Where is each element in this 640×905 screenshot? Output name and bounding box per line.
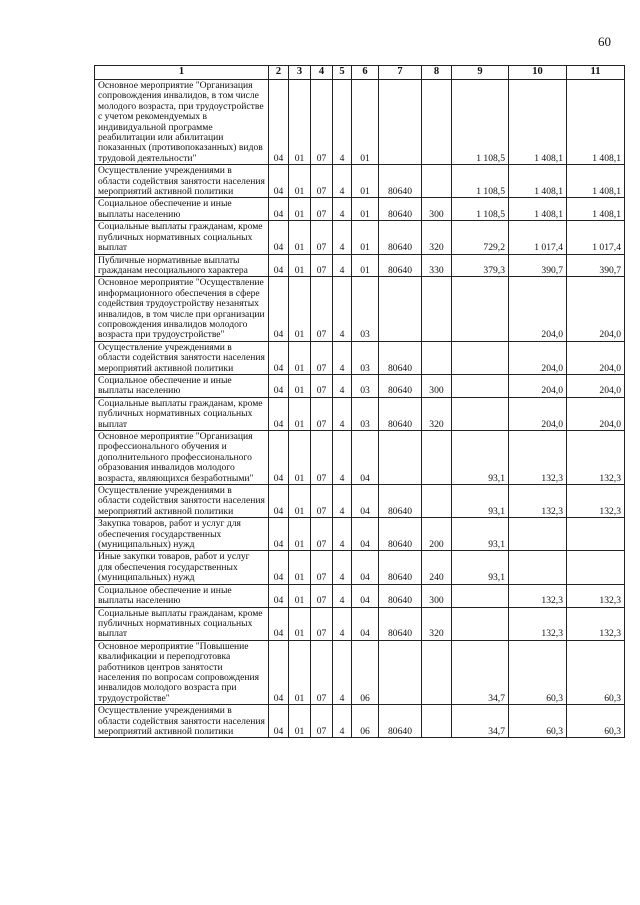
cell-value-11: 390,7 <box>567 254 625 277</box>
cell-name: Иные закупки товаров, работ и услуг для обеспечения государственных (муниципальных) нужд <box>95 551 269 584</box>
cell-value-11: 132,3 <box>567 607 625 640</box>
cell-code-3: 01 <box>289 198 311 221</box>
cell-name: Осуществление учреждениями в области содействия занятости населения мероприятий активной политики <box>95 485 269 518</box>
cell-name: Осуществление учреждениями в области содействия занятости населения мероприятий активной политики <box>95 165 269 198</box>
cell-code-2: 04 <box>269 607 289 640</box>
header-row <box>95 66 625 80</box>
cell-value-9: 379,3 <box>452 254 509 277</box>
cell-value-11: 1 408,1 <box>567 165 625 198</box>
cell-code-5: 4 <box>333 607 352 640</box>
page-number: 60 <box>598 34 611 49</box>
header-cell-7: 7 <box>379 66 422 80</box>
cell-code-7 <box>379 431 422 485</box>
table-row <box>95 397 625 430</box>
cell-code-3: 01 <box>289 584 311 607</box>
cell-code-6: 06 <box>352 705 379 738</box>
cell-code-3: 01 <box>289 485 311 518</box>
table-row <box>95 341 625 374</box>
cell-value-10 <box>509 551 567 584</box>
cell-value-9: 1 108,5 <box>452 165 509 198</box>
cell-value-9 <box>452 397 509 430</box>
cell-value-10: 390,7 <box>509 254 567 277</box>
cell-value-9: 34,7 <box>452 640 509 704</box>
cell-code-2: 04 <box>269 397 289 430</box>
cell-code-8: 300 <box>422 198 452 221</box>
cell-code-5: 4 <box>333 397 352 430</box>
cell-value-10: 204,0 <box>509 341 567 374</box>
table-row <box>95 80 625 165</box>
cell-value-9: 93,1 <box>452 485 509 518</box>
cell-code-8 <box>422 705 452 738</box>
cell-value-10: 1 408,1 <box>509 80 567 165</box>
table-row <box>95 518 625 551</box>
header-cell-2: 2 <box>269 66 289 80</box>
cell-value-9 <box>452 584 509 607</box>
cell-value-11: 60,3 <box>567 640 625 704</box>
cell-code-5: 4 <box>333 431 352 485</box>
cell-value-10: 60,3 <box>509 640 567 704</box>
cell-value-9: 1 108,5 <box>452 80 509 165</box>
cell-value-10: 204,0 <box>509 277 567 341</box>
header-cell-8: 8 <box>422 66 452 80</box>
cell-code-2: 04 <box>269 165 289 198</box>
cell-code-7: 80640 <box>379 518 422 551</box>
cell-value-11: 204,0 <box>567 397 625 430</box>
cell-code-8 <box>422 341 452 374</box>
cell-name: Закупка товаров, работ и услуг для обеспечения государственных (муниципальных) нужд <box>95 518 269 551</box>
cell-value-9: 1 108,5 <box>452 198 509 221</box>
cell-code-3: 01 <box>289 705 311 738</box>
cell-name: Социальные выплаты гражданам, кроме публичных нормативных социальных выплат <box>95 221 269 254</box>
cell-code-2: 04 <box>269 640 289 704</box>
cell-name: Социальное обеспечение и иные выплаты населению <box>95 198 269 221</box>
cell-code-2: 04 <box>269 198 289 221</box>
cell-code-5: 4 <box>333 551 352 584</box>
cell-code-7 <box>379 277 422 341</box>
cell-code-6: 03 <box>352 374 379 397</box>
cell-code-6: 04 <box>352 584 379 607</box>
cell-code-6: 04 <box>352 607 379 640</box>
cell-code-7: 80640 <box>379 165 422 198</box>
cell-code-3: 01 <box>289 607 311 640</box>
cell-name: Социальные выплаты гражданам, кроме публичных нормативных социальных выплат <box>95 397 269 430</box>
cell-code-2: 04 <box>269 80 289 165</box>
cell-code-7: 80640 <box>379 374 422 397</box>
cell-code-7: 80640 <box>379 341 422 374</box>
cell-code-5: 4 <box>333 518 352 551</box>
cell-code-4: 07 <box>311 277 333 341</box>
cell-code-8: 320 <box>422 221 452 254</box>
cell-code-6: 04 <box>352 518 379 551</box>
cell-code-7 <box>379 640 422 704</box>
cell-value-9: 93,1 <box>452 551 509 584</box>
header-cell-1: 1 <box>95 66 269 80</box>
cell-value-11: 1 408,1 <box>567 198 625 221</box>
cell-code-5: 4 <box>333 485 352 518</box>
table-row <box>95 254 625 277</box>
cell-value-11: 132,3 <box>567 485 625 518</box>
cell-code-3: 01 <box>289 551 311 584</box>
cell-value-11 <box>567 551 625 584</box>
cell-name: Основное мероприятие "Осуществление информационного обеспечения в сфере содействия трудоустройству незанятых инвалидов, в том числе при организации сопровождения инвалидов молодого возраста при трудоустройстве" <box>95 277 269 341</box>
table-row <box>95 584 625 607</box>
cell-value-10: 1 408,1 <box>509 165 567 198</box>
cell-value-11: 132,3 <box>567 431 625 485</box>
cell-value-10: 1 017,4 <box>509 221 567 254</box>
cell-code-7: 80640 <box>379 397 422 430</box>
cell-value-10: 60,3 <box>509 705 567 738</box>
cell-code-4: 07 <box>311 485 333 518</box>
cell-code-4: 07 <box>311 80 333 165</box>
cell-value-10: 132,3 <box>509 431 567 485</box>
cell-code-4: 07 <box>311 551 333 584</box>
cell-code-4: 07 <box>311 518 333 551</box>
cell-value-11: 132,3 <box>567 584 625 607</box>
cell-code-4: 07 <box>311 431 333 485</box>
cell-code-8: 320 <box>422 397 452 430</box>
cell-code-2: 04 <box>269 221 289 254</box>
cell-value-9 <box>452 277 509 341</box>
cell-code-2: 04 <box>269 485 289 518</box>
table-row <box>95 640 625 704</box>
cell-code-7: 80640 <box>379 221 422 254</box>
cell-code-5: 4 <box>333 165 352 198</box>
cell-code-3: 01 <box>289 165 311 198</box>
cell-name: Осуществление учреждениями в области содействия занятости населения мероприятий активной политики <box>95 705 269 738</box>
table-row <box>95 277 625 341</box>
table-row <box>95 198 625 221</box>
table-row <box>95 607 625 640</box>
header-cell-3: 3 <box>289 66 311 80</box>
cell-value-10: 132,3 <box>509 607 567 640</box>
cell-code-6: 01 <box>352 198 379 221</box>
cell-code-3: 01 <box>289 374 311 397</box>
cell-name: Основное мероприятие "Повышение квалификации и переподготовка работников центров занятости населения по вопросам сопровождения инвалидов молодого возраста при трудоустройстве" <box>95 640 269 704</box>
cell-value-10: 1 408,1 <box>509 198 567 221</box>
table-row <box>95 705 625 738</box>
cell-value-9: 93,1 <box>452 431 509 485</box>
table-row <box>95 551 625 584</box>
cell-code-3: 01 <box>289 640 311 704</box>
cell-value-10: 132,3 <box>509 584 567 607</box>
cell-code-4: 07 <box>311 705 333 738</box>
cell-code-5: 4 <box>333 584 352 607</box>
cell-code-3: 01 <box>289 397 311 430</box>
cell-code-8: 300 <box>422 374 452 397</box>
cell-code-6: 01 <box>352 80 379 165</box>
cell-value-9: 34,7 <box>452 705 509 738</box>
cell-code-5: 4 <box>333 374 352 397</box>
cell-code-6: 03 <box>352 341 379 374</box>
table-row <box>95 221 625 254</box>
cell-code-2: 04 <box>269 431 289 485</box>
cell-value-9 <box>452 374 509 397</box>
cell-value-11 <box>567 518 625 551</box>
cell-code-6: 03 <box>352 397 379 430</box>
cell-code-6: 03 <box>352 277 379 341</box>
cell-code-2: 04 <box>269 254 289 277</box>
table-row <box>95 485 625 518</box>
header-cell-6: 6 <box>352 66 379 80</box>
header-cell-5: 5 <box>333 66 352 80</box>
cell-code-2: 04 <box>269 341 289 374</box>
cell-code-3: 01 <box>289 80 311 165</box>
cell-value-11: 204,0 <box>567 374 625 397</box>
cell-value-9: 729,2 <box>452 221 509 254</box>
table-row <box>95 374 625 397</box>
cell-name: Основное мероприятие "Организация профессионального обучения и дополнительного профессионального образования инвалидов молодого возраста, являющихся безработными" <box>95 431 269 485</box>
cell-code-3: 01 <box>289 254 311 277</box>
cell-code-8 <box>422 431 452 485</box>
cell-code-7: 80640 <box>379 254 422 277</box>
cell-code-4: 07 <box>311 341 333 374</box>
cell-code-7: 80640 <box>379 607 422 640</box>
cell-code-4: 07 <box>311 165 333 198</box>
cell-code-7 <box>379 80 422 165</box>
cell-code-8: 330 <box>422 254 452 277</box>
cell-value-9 <box>452 607 509 640</box>
header-cell-11: 11 <box>567 66 625 80</box>
cell-code-8: 240 <box>422 551 452 584</box>
cell-code-6: 01 <box>352 165 379 198</box>
cell-value-10: 204,0 <box>509 397 567 430</box>
cell-value-11: 204,0 <box>567 341 625 374</box>
cell-code-3: 01 <box>289 431 311 485</box>
header-cell-10: 10 <box>509 66 567 80</box>
cell-code-4: 07 <box>311 607 333 640</box>
budget-table <box>94 65 625 738</box>
cell-code-6: 01 <box>352 221 379 254</box>
cell-code-5: 4 <box>333 198 352 221</box>
cell-name: Социальное обеспечение и иные выплаты населению <box>95 374 269 397</box>
cell-code-2: 04 <box>269 277 289 341</box>
cell-code-8 <box>422 640 452 704</box>
cell-code-6: 04 <box>352 485 379 518</box>
cell-code-4: 07 <box>311 254 333 277</box>
cell-code-5: 4 <box>333 254 352 277</box>
cell-value-11: 1 408,1 <box>567 80 625 165</box>
cell-code-8 <box>422 80 452 165</box>
cell-code-3: 01 <box>289 277 311 341</box>
cell-code-6: 04 <box>352 431 379 485</box>
cell-code-3: 01 <box>289 341 311 374</box>
cell-code-4: 07 <box>311 397 333 430</box>
cell-name: Публичные нормативные выплаты гражданам несоциального характера <box>95 254 269 277</box>
cell-value-11: 204,0 <box>567 277 625 341</box>
cell-value-9: 93,1 <box>452 518 509 551</box>
cell-code-2: 04 <box>269 518 289 551</box>
table-row <box>95 431 625 485</box>
cell-code-8 <box>422 165 452 198</box>
cell-name: Основное мероприятие "Организация сопровождения инвалидов, в том числе молодого возраста, при трудоустройстве с учетом рекомендуемых в индивидуальной программе реабилитации или абилитации показанных (противопоказанных) видов трудовой деятельности" <box>95 80 269 165</box>
cell-value-10: 132,3 <box>509 485 567 518</box>
cell-value-10: 204,0 <box>509 374 567 397</box>
cell-code-4: 07 <box>311 584 333 607</box>
cell-code-4: 07 <box>311 640 333 704</box>
cell-code-8: 320 <box>422 607 452 640</box>
cell-code-2: 04 <box>269 705 289 738</box>
cell-code-8 <box>422 485 452 518</box>
cell-code-7: 80640 <box>379 705 422 738</box>
cell-code-8: 200 <box>422 518 452 551</box>
header-cell-9: 9 <box>452 66 509 80</box>
cell-code-4: 07 <box>311 374 333 397</box>
header-cell-4: 4 <box>311 66 333 80</box>
cell-code-8: 300 <box>422 584 452 607</box>
cell-code-5: 4 <box>333 221 352 254</box>
cell-code-6: 04 <box>352 551 379 584</box>
cell-code-5: 4 <box>333 277 352 341</box>
cell-value-11: 1 017,4 <box>567 221 625 254</box>
cell-code-7: 80640 <box>379 551 422 584</box>
cell-code-3: 01 <box>289 221 311 254</box>
table-row <box>95 165 625 198</box>
cell-code-2: 04 <box>269 551 289 584</box>
cell-code-4: 07 <box>311 198 333 221</box>
cell-code-2: 04 <box>269 374 289 397</box>
cell-code-4: 07 <box>311 221 333 254</box>
cell-value-11: 60,3 <box>567 705 625 738</box>
cell-value-9 <box>452 341 509 374</box>
cell-name: Социальное обеспечение и иные выплаты населению <box>95 584 269 607</box>
cell-code-5: 4 <box>333 341 352 374</box>
cell-code-5: 4 <box>333 80 352 165</box>
cell-name: Осуществление учреждениями в области содействия занятости населения мероприятий активной политики <box>95 341 269 374</box>
cell-code-7: 80640 <box>379 485 422 518</box>
cell-code-3: 01 <box>289 518 311 551</box>
cell-name: Социальные выплаты гражданам, кроме публичных нормативных социальных выплат <box>95 607 269 640</box>
cell-code-7: 80640 <box>379 198 422 221</box>
cell-code-5: 4 <box>333 705 352 738</box>
cell-code-8 <box>422 277 452 341</box>
cell-code-7: 80640 <box>379 584 422 607</box>
cell-code-5: 4 <box>333 640 352 704</box>
cell-code-2: 04 <box>269 584 289 607</box>
cell-value-10 <box>509 518 567 551</box>
cell-code-6: 01 <box>352 254 379 277</box>
cell-code-6: 06 <box>352 640 379 704</box>
